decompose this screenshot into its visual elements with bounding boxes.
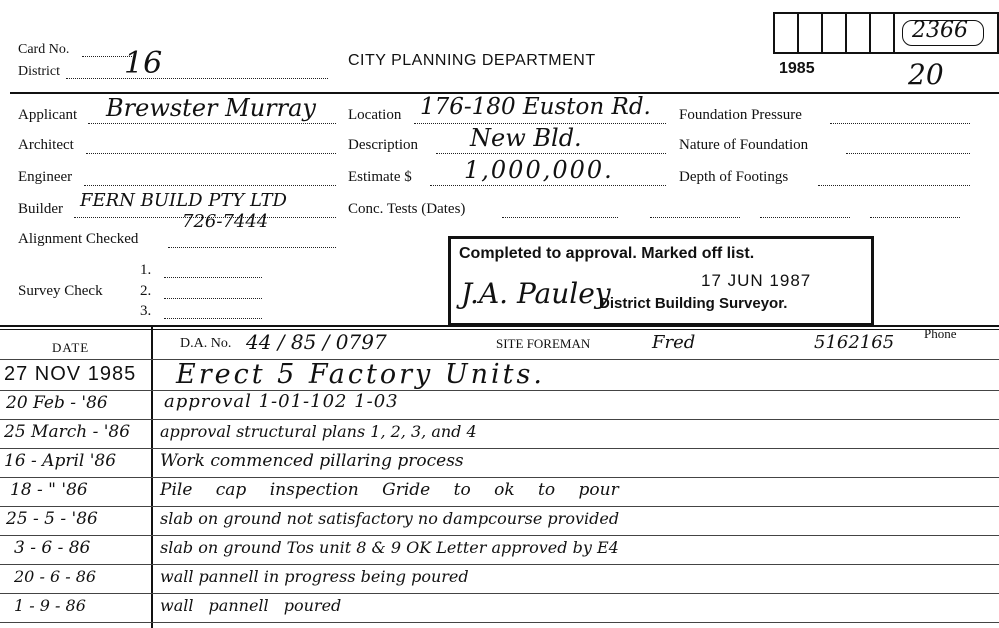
description-dotted-line: [436, 153, 666, 154]
estimate-label: Estimate $: [348, 169, 412, 185]
log-row-entry: Work commenced pillaring process: [160, 451, 464, 471]
stamp-signature: J.A. Pauley: [461, 277, 611, 310]
log-date-header: DATE: [52, 340, 90, 355]
builder-phone: 726-7444: [182, 211, 269, 232]
log-row-entry: slab on ground Tos unit 8 & 9 OK Letter approved by E4: [160, 538, 619, 557]
district-value: 16: [124, 46, 163, 81]
stamp-completed-text: Completed to approval. Marked off list.: [459, 245, 755, 262]
site-foreman-value: Fred: [652, 332, 696, 353]
depth-footings-label: Depth of Footings: [679, 169, 789, 185]
nature-foundation-dotted-line: [846, 153, 970, 154]
estimate-value: 1,000,000.: [464, 156, 614, 184]
department-title: CITY PLANNING DEPARTMENT: [348, 52, 596, 69]
phone-label: Phone: [924, 326, 957, 341]
log-row-date: 1 - 9 - 86: [14, 596, 86, 615]
description-label: Description: [348, 137, 418, 153]
builder-value: FERN BUILD PTY LTD: [80, 190, 287, 211]
log-top-border: [0, 325, 999, 327]
log-row-entry: wall pannell poured: [160, 596, 342, 615]
log-row-rule: [0, 477, 999, 478]
foundation-pressure-label: Foundation Pressure: [679, 107, 802, 123]
survey-item-1: 1.: [140, 262, 152, 278]
approval-stamp: [448, 236, 874, 326]
log-row-entry: wall pannell in progress being poured: [160, 567, 469, 586]
location-label: Location: [348, 107, 402, 123]
site-foreman-label: SITE FOREMAN: [496, 336, 591, 351]
da-value: 44 / 85 / 0797: [246, 330, 387, 354]
log-row-date: 3 - 6 - 86: [14, 538, 91, 558]
district-dotted-line: [66, 78, 328, 79]
log-row-rule: [0, 506, 999, 507]
district-label: District: [18, 64, 60, 79]
log-row-rule: [0, 622, 999, 623]
log-row-rule: [0, 448, 999, 449]
stamp-role: District Building Surveyor.: [599, 295, 788, 312]
log-row-date: 20 - 6 - 86: [14, 567, 97, 586]
box-divider: [869, 14, 871, 52]
description-value: New Bld.: [470, 124, 582, 152]
log-row-rule: [0, 593, 999, 594]
card-number: 2366: [912, 18, 968, 43]
log-row-entry: Erect 5 Factory Units.: [176, 359, 545, 390]
conc-tests-dotted-line: [650, 217, 740, 218]
phone-value: 5162165: [814, 332, 895, 353]
card-sub-number: 20: [908, 58, 944, 91]
log-rows: [0, 361, 999, 628]
year: 1985: [779, 60, 815, 77]
survey-dotted-line: [164, 298, 262, 299]
nature-foundation-label: Nature of Foundation: [679, 137, 809, 153]
card-no-label: Card No.: [18, 42, 70, 57]
applicant-value: Brewster Murray: [106, 94, 316, 122]
log-row-entry: approval structural plans 1, 2, 3, and 4: [160, 422, 477, 441]
engineer-dotted-line: [84, 185, 336, 186]
architect-label: Architect: [18, 137, 74, 153]
survey-item-3: 3.: [140, 303, 152, 319]
log-row-date: 20 Feb - '86: [6, 393, 108, 413]
log-top-border-inner: [0, 329, 999, 330]
conc-tests-dotted-line: [760, 217, 850, 218]
depth-footings-dotted-line: [818, 185, 970, 186]
survey-label: Survey Check: [18, 283, 103, 299]
box-divider: [821, 14, 823, 52]
log-row-entry: slab on ground not satisfactory no dampcourse provided: [160, 509, 620, 528]
survey-item-2: 2.: [140, 283, 152, 299]
log-row-rule: [0, 564, 999, 565]
survey-dotted-line: [164, 318, 262, 319]
stamp-date: 17 JUN 1987: [701, 271, 812, 290]
alignment-dotted-line: [168, 247, 336, 248]
log-row-date: 25 - 5 - '86: [6, 509, 98, 529]
log-row-date: 18 - " '86: [10, 480, 88, 500]
conc-tests-dotted-line: [502, 217, 618, 218]
log-row-rule: [0, 535, 999, 536]
log-row-date: 25 March - '86: [4, 422, 131, 442]
box-divider: [893, 14, 895, 52]
da-label: D.A. No.: [180, 336, 232, 351]
conc-tests-label: Conc. Tests (Dates): [348, 201, 466, 217]
alignment-label: Alignment Checked: [18, 231, 139, 247]
box-divider: [797, 14, 799, 52]
log-row-rule: [0, 419, 999, 420]
log-row-entry: Pile cap inspection Gride to ok to pour: [160, 480, 619, 500]
conc-tests-dotted-line: [870, 217, 960, 218]
foundation-pressure-dotted-line: [830, 123, 970, 124]
survey-dotted-line: [164, 277, 262, 278]
log-row-entry: approval 1-01-102 1-03: [164, 391, 399, 412]
applicant-label: Applicant: [18, 107, 78, 123]
box-divider: [845, 14, 847, 52]
log-row-rule: [0, 390, 999, 391]
log-row-date: 16 - April '86: [4, 451, 117, 471]
builder-label: Builder: [18, 201, 63, 217]
log-row-date: 27 NOV 1985: [4, 363, 137, 385]
location-value: 176-180 Euston Rd.: [420, 94, 651, 120]
estimate-dotted-line: [430, 185, 666, 186]
engineer-label: Engineer: [18, 169, 73, 185]
applicant-dotted-line: [88, 123, 336, 124]
architect-dotted-line: [86, 153, 336, 154]
